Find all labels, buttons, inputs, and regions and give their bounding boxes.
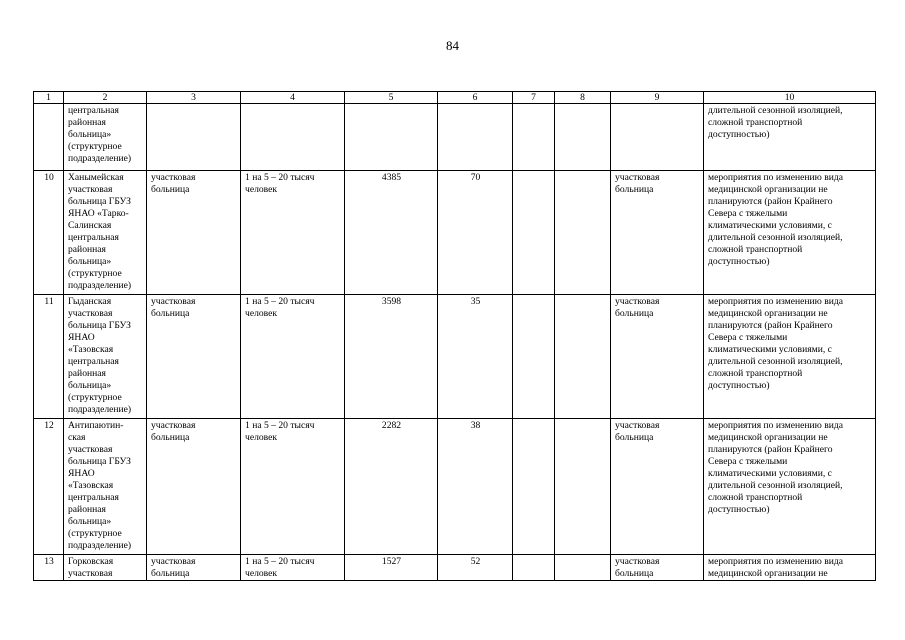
note-cell-line: мероприятия по изменению вида: [708, 420, 844, 431]
planned-type-cell-line: больница: [615, 568, 654, 579]
column-7-cell: [513, 104, 555, 171]
note-cell: [704, 419, 876, 555]
facility-type-cell-line: участковая: [151, 172, 196, 183]
note-cell-line: климатическими условиями, с: [708, 468, 832, 479]
note-cell-line: длительной сезонной изоляцией,: [708, 480, 843, 491]
population-range-cell-line: 1 на 5 – 20 тысяч: [245, 420, 315, 431]
note-cell-line: климатическими условиями, с: [708, 344, 832, 355]
page-number: 84: [446, 38, 459, 53]
table-row: [34, 295, 876, 419]
planned-type-cell-line: участковая: [615, 556, 660, 567]
facility-name-cell-line: «Тазовская: [68, 480, 114, 491]
population-range-cell-line: человек: [245, 432, 278, 443]
facility-name-cell-line: центральная: [68, 492, 119, 503]
planned-type-cell-line: участковая: [615, 296, 660, 307]
facility-type-cell: [147, 295, 241, 419]
row-number-cell: 11: [34, 295, 64, 419]
facility-name-cell-line: участковая: [68, 568, 113, 579]
population-range-cell: [241, 555, 345, 581]
facility-name-cell-line: больница»: [68, 380, 112, 391]
note-cell: [704, 295, 876, 419]
column-7-cell: [513, 171, 555, 295]
facility-type-cell: [147, 171, 241, 295]
note-cell: [704, 171, 876, 295]
note-cell-line: медицинской организации не: [708, 568, 828, 579]
note-cell-line: Севера с тяжелыми: [708, 332, 788, 343]
planned-type-cell: [611, 171, 704, 295]
population-range-cell: [241, 171, 345, 295]
column-header-2: 2: [64, 92, 147, 104]
facility-name-cell: [64, 171, 147, 295]
facility-name-cell-line: ская: [68, 432, 86, 443]
table-row: [34, 419, 876, 555]
note-cell-line: сложной транспортной: [708, 244, 803, 255]
population-range-cell-line: человек: [245, 568, 278, 579]
table-body: [34, 104, 876, 581]
planned-type-cell-line: участковая: [615, 420, 660, 431]
population-count-cell: 4385: [345, 171, 438, 295]
note-cell-line: мероприятия по изменению вида: [708, 556, 844, 567]
population-range-cell: [241, 419, 345, 555]
column-8-cell: [555, 171, 611, 295]
facility-name-cell: [64, 295, 147, 419]
facility-name-cell-line: (структурное: [68, 528, 122, 539]
facility-name-cell-line: подразделение): [68, 280, 132, 291]
facility-name-cell-line: больница»: [68, 256, 112, 267]
column-header-10: 10: [704, 92, 876, 104]
note-cell-line: сложной транспортной: [708, 117, 803, 128]
planned-type-cell: [611, 104, 704, 171]
facility-name-cell-line: (структурное: [68, 392, 122, 403]
beds-count-cell: 35: [438, 295, 513, 419]
facility-type-cell: [147, 419, 241, 555]
facility-type-cell: [147, 104, 241, 171]
beds-count-cell: 38: [438, 419, 513, 555]
facility-name-cell-line: Антипаютин-: [68, 420, 124, 431]
column-7-cell: [513, 295, 555, 419]
population-count-cell: 2282: [345, 419, 438, 555]
planned-type-cell-line: больница: [615, 432, 654, 443]
facility-name-cell-line: участковая: [68, 308, 113, 319]
beds-count-cell: 70: [438, 171, 513, 295]
note-cell-line: доступностью): [708, 129, 770, 140]
facility-name-cell-line: подразделение): [68, 153, 132, 164]
note-cell-line: мероприятия по изменению вида: [708, 296, 844, 307]
planned-type-cell-line: больница: [615, 184, 654, 195]
facility-name-cell-line: районная: [68, 117, 106, 128]
note-cell-line: медицинской организации не: [708, 308, 828, 319]
column-7-cell: [513, 419, 555, 555]
note-cell-line: сложной транспортной: [708, 368, 803, 379]
beds-count-cell: 52: [438, 555, 513, 581]
note-cell-line: мероприятия по изменению вида: [708, 172, 844, 183]
population-range-cell-line: человек: [245, 184, 278, 195]
column-header-3: 3: [147, 92, 241, 104]
population-count-cell: [345, 104, 438, 171]
facility-name-cell-line: Салинская: [68, 220, 112, 231]
facility-type-cell-line: больница: [151, 308, 190, 319]
column-7-cell: [513, 555, 555, 581]
facility-name-cell-line: подразделение): [68, 540, 132, 551]
note-cell-line: Севера с тяжелыми: [708, 456, 788, 467]
population-range-cell-line: 1 на 5 – 20 тысяч: [245, 556, 315, 567]
facility-name-cell-line: центральная: [68, 105, 119, 116]
note-cell-line: планируются (район Крайнего: [708, 320, 833, 331]
column-8-cell: [555, 419, 611, 555]
row-number-cell: 13: [34, 555, 64, 581]
facility-name-cell-line: больница ГБУЗ: [68, 320, 131, 331]
column-header-9: 9: [611, 92, 704, 104]
facility-type-cell-line: участковая: [151, 296, 196, 307]
facility-type-cell-line: больница: [151, 568, 190, 579]
population-count-cell: 1527: [345, 555, 438, 581]
note-cell-line: Севера с тяжелыми: [708, 208, 788, 219]
facility-name-cell: [64, 419, 147, 555]
facility-type-cell-line: участковая: [151, 420, 196, 431]
population-count-cell: 3598: [345, 295, 438, 419]
facility-name-cell-line: центральная: [68, 356, 119, 367]
table-row: [34, 104, 876, 171]
note-cell: [704, 555, 876, 581]
row-number-cell: 10: [34, 171, 64, 295]
column-header-4: 4: [241, 92, 345, 104]
facility-name-cell-line: районная: [68, 244, 106, 255]
note-cell-line: медицинской организации не: [708, 184, 828, 195]
note-cell: [704, 104, 876, 171]
facility-name-cell: [64, 555, 147, 581]
facility-name-cell-line: центральная: [68, 232, 119, 243]
note-cell-line: длительной сезонной изоляцией,: [708, 232, 843, 243]
note-cell-line: сложной транспортной: [708, 492, 803, 503]
note-cell-line: доступностью): [708, 380, 770, 391]
facility-name-cell-line: ЯНАО: [68, 468, 95, 479]
row-number-cell: [34, 104, 64, 171]
planned-type-cell-line: больница: [615, 308, 654, 319]
facility-name-cell-line: Гыданская: [68, 296, 112, 307]
planned-type-cell-line: участковая: [615, 172, 660, 183]
facility-name-cell-line: больница ГБУЗ: [68, 456, 131, 467]
column-8-cell: [555, 555, 611, 581]
population-range-cell: [241, 295, 345, 419]
population-range-cell-line: человек: [245, 308, 278, 319]
facility-name-cell-line: больница ГБУЗ: [68, 196, 131, 207]
facility-name-cell-line: участковая: [68, 444, 113, 455]
facility-type-cell-line: участковая: [151, 556, 196, 567]
facility-name-cell-line: Ханымейская: [68, 172, 124, 183]
column-header-1: 1: [34, 92, 64, 104]
facility-type-cell-line: больница: [151, 432, 190, 443]
column-header-7: 7: [513, 92, 555, 104]
facility-name-cell-line: участковая: [68, 184, 113, 195]
column-8-cell: [555, 295, 611, 419]
note-cell-line: доступностью): [708, 256, 770, 267]
note-cell-line: длительной сезонной изоляцией,: [708, 105, 843, 116]
note-cell-line: климатическими условиями, с: [708, 220, 832, 231]
column-8-cell: [555, 104, 611, 171]
table-row: [34, 171, 876, 295]
planned-type-cell: [611, 295, 704, 419]
population-range-cell-line: 1 на 5 – 20 тысяч: [245, 296, 315, 307]
table-row: [34, 555, 876, 581]
facility-name-cell-line: районная: [68, 504, 106, 515]
note-cell-line: медицинской организации не: [708, 432, 828, 443]
hospital-table: [33, 91, 876, 581]
facility-name-cell-line: больница»: [68, 129, 112, 140]
note-cell-line: планируются (район Крайнего: [708, 196, 833, 207]
header-row: [34, 92, 876, 104]
column-header-6: 6: [438, 92, 513, 104]
facility-name-cell-line: Горковская: [68, 556, 114, 567]
facility-name-cell-line: подразделение): [68, 404, 132, 415]
population-range-cell: [241, 104, 345, 171]
facility-type-cell-line: больница: [151, 184, 190, 195]
facility-name-cell: [64, 104, 147, 171]
row-number-cell: 12: [34, 419, 64, 555]
facility-name-cell-line: (структурное: [68, 268, 122, 279]
beds-count-cell: [438, 104, 513, 171]
facility-name-cell-line: ЯНАО «Тарко-: [68, 208, 129, 219]
facility-name-cell-line: районная: [68, 368, 106, 379]
facility-type-cell: [147, 555, 241, 581]
column-header-5: 5: [345, 92, 438, 104]
facility-name-cell-line: (структурное: [68, 141, 122, 152]
planned-type-cell: [611, 555, 704, 581]
note-cell-line: длительной сезонной изоляцией,: [708, 356, 843, 367]
facility-name-cell-line: ЯНАО: [68, 332, 95, 343]
facility-name-cell-line: «Тазовская: [68, 344, 114, 355]
note-cell-line: планируются (район Крайнего: [708, 444, 833, 455]
column-header-8: 8: [555, 92, 611, 104]
note-cell-line: доступностью): [708, 504, 770, 515]
facility-name-cell-line: больница»: [68, 516, 112, 527]
population-range-cell-line: 1 на 5 – 20 тысяч: [245, 172, 315, 183]
planned-type-cell: [611, 419, 704, 555]
